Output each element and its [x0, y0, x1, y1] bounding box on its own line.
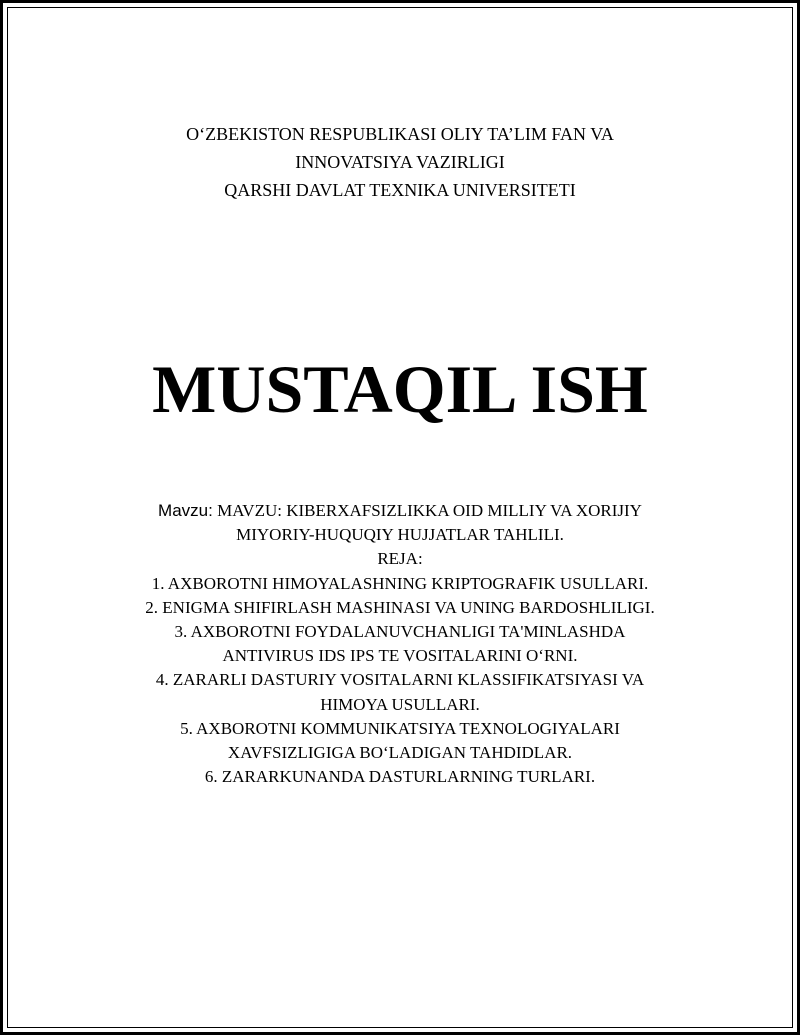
plan-item-cont: HIMOYA USULLARI.	[320, 694, 480, 714]
topic-label: Mavzu:	[158, 501, 213, 520]
plan-item: 5. AXBOROTNI KOMMUNIKATSIYA TEXNOLOGIYALARI	[180, 718, 620, 738]
plan-item: 4. ZARARLI DASTURIY VOSITALARNI KLASSIFIKATSIYASI VA	[155, 670, 645, 690]
topic-and-plan	[0, 499, 800, 789]
plan-heading: REJA:	[377, 549, 423, 569]
plan-item: 3. AXBOROTNI FOYDALANUVCHANLIGI TA'MINLASHDA	[174, 622, 626, 642]
document-title: MUSTAQIL ISH	[152, 351, 648, 427]
header-line-ministry: O‘ZBEKISTON RESPUBLIKASI OLIY TA’LIM FAN VA	[186, 124, 614, 144]
plan-item-cont: XAVFSIZLIGIGA BO‘LADIGAN TAHDIDLAR.	[227, 743, 573, 763]
ministry-header	[0, 120, 800, 204]
header-line-ministry-cont: INNOVATSIYA VAZIRLIGI	[295, 152, 505, 172]
topic-line-cont: MIYORIY-HUQUQIY HUJJATLAR TAHLILI.	[236, 525, 564, 545]
topic-text: MAVZU: KIBERXAFSIZLIKKA OID MILLIY VA XORIJIY	[212, 501, 642, 520]
header-line-university: QARSHI DAVLAT TEXNIKA UNIVERSITETI	[224, 180, 576, 200]
plan-item: 6. ZARARKUNANDA DASTURLARNING TURLARI.	[204, 767, 596, 787]
topic-line	[0, 499, 800, 523]
plan-item: 2. ENIGMA SHIFIRLASH MASHINASI VA UNING BARDOSHLILIGI.	[145, 597, 655, 617]
plan-item: 1. AXBOROTNI HIMOYALASHNING KRIPTOGRAFIK USULLARI.	[151, 573, 649, 593]
plan-item-cont: ANTIVIRUS IDS IPS TE VOSITALARINI O‘RNI.	[222, 646, 578, 666]
